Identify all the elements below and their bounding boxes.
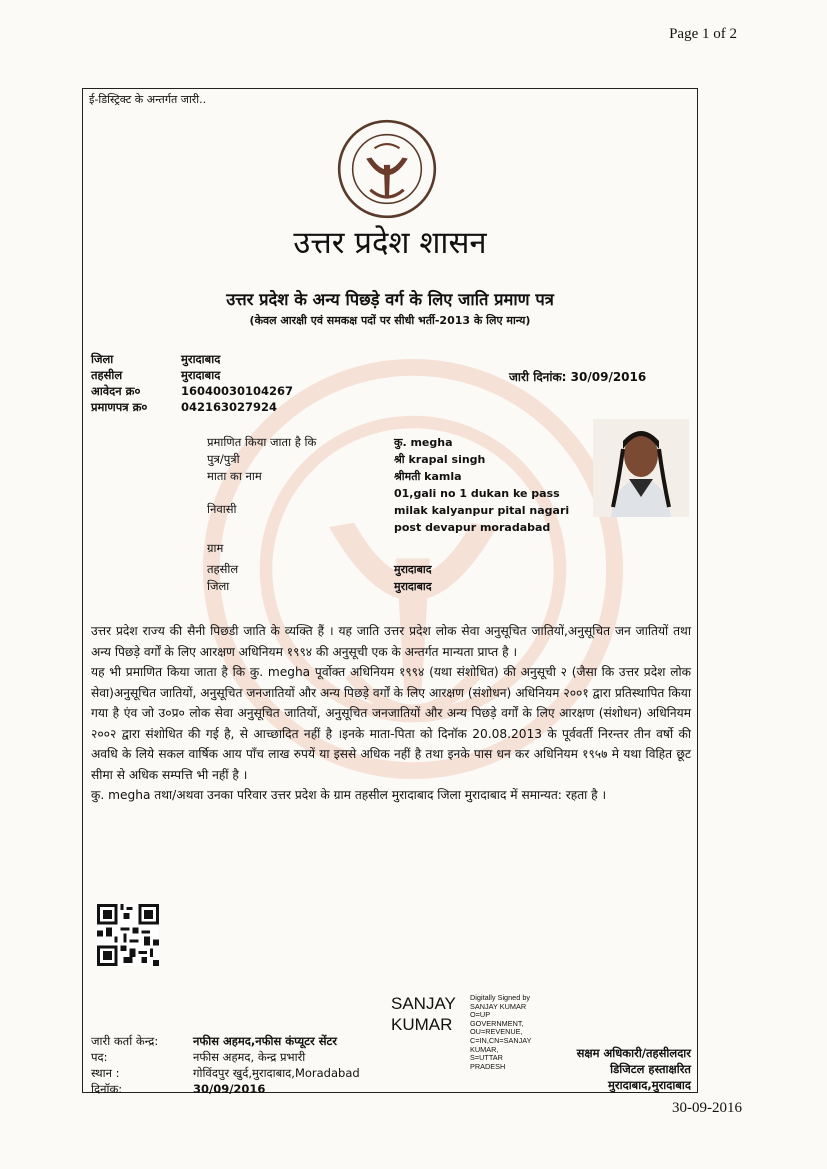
- details-row: [207, 434, 570, 451]
- signature-line: GOVERNMENT,: [470, 1018, 524, 1028]
- signature-line: PRADESH: [470, 1061, 506, 1071]
- certificate-body: [91, 621, 691, 806]
- details-value: 01,gali no 1 dukan ke pass milak kalyanpur pital nagari post devapur moradabad: [394, 487, 570, 534]
- footer-row: [91, 1081, 360, 1097]
- signature-name-line: KUMAR: [391, 1015, 453, 1034]
- footer-value: गोविंदपुर खुर्द,मुरादाबाद,Moradabad: [193, 1066, 360, 1080]
- up-state-emblem-icon: [335, 117, 439, 221]
- details-row: [207, 485, 570, 536]
- meta-row: [91, 399, 293, 415]
- officer-line: सक्षम अधिकारी/तहसीलदार: [576, 1046, 691, 1060]
- meta-value: मुरादाबाद: [181, 368, 221, 382]
- meta-value: 042163027924: [181, 400, 278, 414]
- body-paragraph: उत्तर प्रदेश राज्य की सैनी पिछडी जाति के व्यक्ति हैं । यह जाति उत्तर प्रदेश लोक सेवा अनुसूचित जातियों,अनुसूचित जन जातियों तथा अन्य पिछड़े वर्गों के लिए आरक्षण अधिनियम १९९४ की अनुसूची एक के अन्तर्गत मान्यता प्राप्त है ।: [91, 624, 691, 659]
- footer-label: पद:: [91, 1050, 108, 1064]
- officer-line: डिजिटल हस्ताक्षरित: [610, 1062, 691, 1076]
- footer-label: दिनॉक:: [91, 1082, 123, 1096]
- meta-label: जिला: [91, 352, 114, 366]
- meta-label: तहसील: [91, 368, 123, 382]
- details-label: प्रमाणित किया जाता है कि: [207, 435, 317, 449]
- details-value: श्रीमती kamla: [394, 470, 462, 483]
- footer-row: [91, 1049, 360, 1065]
- footer-value: नफीस अहमद,नफीस कंप्यूटर सेंटर: [193, 1034, 337, 1048]
- signature-name: [391, 993, 456, 1035]
- competent-officer: [577, 1045, 691, 1093]
- government-name: उत्तर प्रदेश शासन: [293, 225, 487, 261]
- signature-line: KUMAR,: [470, 1044, 499, 1054]
- meta-value: 16040030104267: [181, 384, 294, 398]
- certificate-frame: [82, 88, 698, 1096]
- print-date: 30-09-2016: [672, 1100, 742, 1116]
- footer-row: [91, 1065, 360, 1081]
- signature-line: OU=REVENUE,: [470, 1027, 523, 1037]
- details-label: माता का नाम: [207, 469, 262, 483]
- details-label: तहसील: [207, 562, 239, 576]
- page-number: Page 1 of 2: [669, 26, 737, 42]
- meta-row: [91, 351, 293, 367]
- issue-date-label: जारी दिनांक:: [509, 370, 567, 384]
- details-value: मुरादाबाद: [394, 563, 432, 576]
- signature-line: S=UTTAR: [470, 1053, 503, 1063]
- details-value: कु. megha: [394, 436, 453, 449]
- qr-code-icon[interactable]: [97, 904, 159, 966]
- details-label: जिला: [207, 579, 230, 593]
- body-paragraph: यह भी प्रमाणित किया जाता है कि कु. megha पूर्वोक्त अधिनियम १९९४ (यथा संशोधित) की अनुसूची २ (जैसा कि उत्तर प्रदेश लोक सेवा)अनुसूचित जातियों, अनुसूचित जनजातियों और अन्य पिछड़े वर्गों के लिए आरक्षण (संशोधन) अधिनियम २००१ द्वारा प्रतिस्थापित किया गया है एंव जो उ०प्र० लोक सेवा अनुसूचित जातियों, अनुसूचित जनजातियों और अन्य पिछड़े वर्गों के लिए आरक्षण (संशोधन) अधिनियम २००२ द्वारा संशोधित की गई है, से आच्छादित नहीं है ।इनके माता-पिता को दिनॉक 20.08.2013 के पूर्ववर्ती निरन्तर तीन वर्षो की अवधि के लिये सकल वार्षिक आय पाँच लाख रुपयें या इससे अधिक नहीं है तथा इनके पास धन कर अधिनियम १९५७ मे यथा विहित छूट सीमा से अधिक सम्पत्ति भी नहीं है ।: [91, 665, 691, 782]
- details-value: [394, 536, 570, 557]
- officer-line: मुरादाबाद,मुरादाबाद: [608, 1078, 691, 1092]
- meta-row: [91, 383, 293, 399]
- certificate-title: उत्तर प्रदेश के अन्य पिछड़े वर्ग के लिए जाति प्रमाण पत्र: [226, 290, 554, 309]
- signature-line: C=IN,CN=SANJAY: [470, 1035, 532, 1045]
- signature-line: Digitally Signed by: [470, 993, 531, 1002]
- meta-label: आवेदन क्र०: [91, 384, 141, 398]
- footer-label: स्थान :: [91, 1066, 120, 1080]
- footer-label: जारी कर्ता केन्द्र:: [91, 1034, 159, 1048]
- details-row: [207, 536, 570, 557]
- details-row: [207, 578, 570, 595]
- footer-value: 30/09/2016: [193, 1082, 266, 1096]
- footer-value: नफीस अहमद, केन्द्र प्रभारी: [193, 1050, 306, 1064]
- details-table: [207, 434, 570, 595]
- body-paragraph: कु. megha तथा/अथवा उनका परिवार उत्तर प्रदेश के ग्राम तहसील मुरादाबाद जिला मुरादाबाद में समान्यत: रहता है ।: [91, 788, 607, 802]
- details-row: [207, 557, 570, 578]
- meta-value: मुरादाबाद: [181, 352, 221, 366]
- issuer-footer: [91, 1033, 360, 1097]
- details-row: [207, 451, 570, 468]
- details-label: निवासी: [207, 502, 237, 516]
- details-row: [207, 468, 570, 485]
- footer-row: [91, 1033, 360, 1049]
- meta-row: [91, 367, 293, 383]
- meta-table: [91, 351, 293, 415]
- digital-signature-details: [470, 994, 532, 1071]
- signature-name-line: SANJAY: [391, 994, 456, 1013]
- applicant-photo: [593, 419, 689, 517]
- issue-date-value: 30/09/2016: [570, 370, 647, 384]
- header-note: ई-डिस्ट्रिक्ट के अन्तर्गत जारी..: [89, 93, 207, 106]
- signature-line: O=UP: [470, 1010, 491, 1020]
- details-value: मुरादाबाद: [394, 580, 432, 593]
- signature-line: SANJAY KUMAR: [470, 1001, 527, 1011]
- details-label: पुत्र/पुत्री: [207, 452, 240, 466]
- issue-date: [509, 368, 646, 385]
- details-value: श्री krapal singh: [394, 453, 486, 466]
- meta-label: प्रमाणपत्र क्र०: [91, 400, 148, 414]
- details-label: ग्राम: [207, 541, 224, 555]
- certificate-subtitle: (केवल आरक्षी एवं समकक्ष पदों पर सीधी भर्ती-2013 के लिए मान्य): [249, 314, 531, 327]
